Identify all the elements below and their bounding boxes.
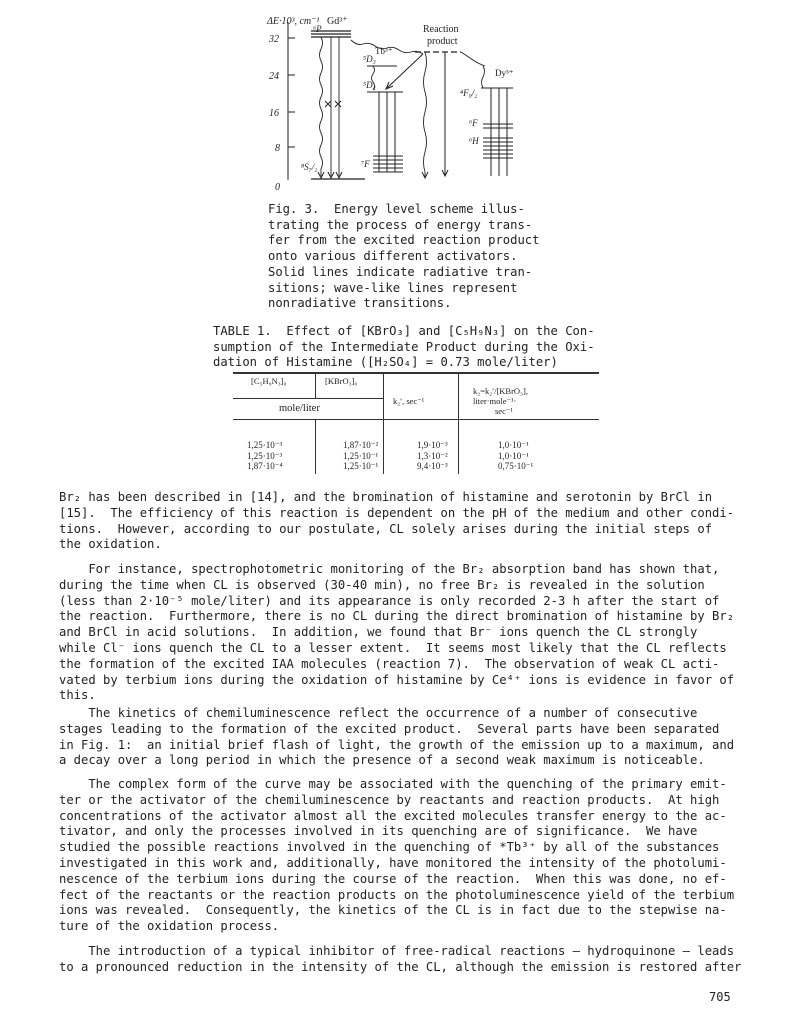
tb-5d3-label: ⁵D₃ [363, 54, 376, 64]
text-line: The introduction of a typical inhibitor of free-radical reactions — hydroquinone — leads [59, 944, 735, 958]
text-line: ter or the activator of the chemiluminescence by reactants and reaction products. At high [59, 792, 720, 807]
caption-line: Solid lines indicate radiative tran- [268, 264, 533, 279]
text-line: to a pronounced reduction in the intensity of the CL, although the emission is restored after [59, 959, 742, 974]
table-cell: 1,87·10⁻⁴ [247, 461, 283, 471]
y-tick-label-8: 8 [275, 143, 280, 154]
transfer-to-tb [387, 54, 423, 88]
header-mole-liter: mole/liter [279, 403, 320, 414]
text-line: For instance, spectrophotometric monitoring of the Br₂ absorption band has shown that, [59, 562, 720, 576]
caption-line: Fig. 3. Energy level scheme illus- [268, 202, 525, 216]
tb-5d4-label: ⁵D₄ [363, 80, 376, 90]
text-line: tivator, and only the processes involved in its quenching are of significance. We have [59, 824, 698, 839]
data-table [233, 372, 599, 474]
dy-6f-levels [483, 124, 513, 128]
header-k2p: k₂′, sec⁻¹ [393, 396, 425, 406]
text-line: tions. However, according to our postulate, CL solely arises during the initial steps of [59, 521, 713, 536]
text-line: ions was revealed. Consequently, the kinetics of the CL is in fact due to the stepwise na- [59, 903, 727, 918]
table-cell: 0,75·10⁻¹ [498, 461, 534, 471]
text-line: investigated in this work and, additionally, have monitored the intensity of the photolumi- [59, 855, 727, 870]
text-line: The kinetics of chemiluminescence reflect the occurrence of a number of consecutive [59, 706, 698, 720]
table-col-divider-2 [383, 372, 384, 474]
paragraph-5 [59, 944, 759, 976]
y-tick-label-24: 24 [269, 71, 279, 82]
table-cell: 1,25·10⁻¹ [343, 450, 379, 461]
header-c5h9n3: [C₅H₉N₃]₀ [251, 376, 287, 386]
column-k2 [498, 440, 533, 472]
figure-caption [268, 202, 558, 312]
table-col-divider-0 [315, 420, 316, 474]
text-line: stages leading to the formation of the excited product. Several parts have been separated [59, 721, 720, 736]
text-line: a decay over a long period in which the presence of a second weak maximum is noticeable. [59, 753, 705, 768]
table-cell: 1,0·10⁻¹ [498, 450, 529, 461]
dy-6f-label: ⁶F [469, 118, 478, 128]
text-line: Br₂ has been described in [14], and the bromination of histamine and serotonin by BrCl in [59, 490, 713, 504]
dy-6h-label: ⁶H [469, 136, 479, 146]
text-line: fect of the reactants or the reaction products on the photoluminescence yield of the terbium [59, 887, 735, 902]
text-line: [15]. The efficiency of this reaction is dependent on the pH of the medium and other condi- [59, 505, 735, 520]
paragraph-3 [59, 706, 759, 769]
gd-wavy-transition [320, 37, 323, 176]
header-k2-line2: liter·mole⁻¹· [473, 396, 517, 406]
table-title-line: sumption of the Intermediate Product during the Oxi- [213, 339, 595, 354]
text-line: nescence of the terbium ions during the course of the reaction. When this was done, no ef- [59, 871, 727, 886]
text-line: this. [59, 688, 96, 703]
y-tick-label-16: 16 [269, 108, 279, 119]
table-cell: 1,3·10⁻² [417, 450, 448, 461]
text-line: ture of the oxidation process. [59, 919, 280, 934]
energy-level-figure [255, 4, 525, 196]
text-line: the oxidation. [59, 537, 162, 552]
dy-4f-label: ⁴F₉/₂ [460, 88, 478, 98]
caption-line: fer from the excited reaction product [268, 233, 540, 248]
table-title-line: TABLE 1. Effect of [KBrO₃] and [C₅H₉N₃] on the Con- [213, 324, 595, 338]
paragraph-4 [59, 777, 759, 935]
text-line: the reaction. Furthermore, there is no CL during the direct bromination of histamine by Br₂ [59, 609, 735, 624]
table-cell: 1,25·10⁻¹ [343, 461, 379, 471]
text-line: concentrations of the activator almost all the excited molecules transfer energy to the ac- [59, 808, 727, 823]
paragraph-2 [59, 562, 759, 704]
table-cell: 1,25·10⁻³ [247, 450, 283, 461]
tb-label: Tb³⁺ [375, 46, 393, 56]
text-line: the formation of the excited IAA molecules (reaction 7). The observation of weak CL acti- [59, 656, 720, 671]
table-cell: 1,87·10⁻² [343, 440, 379, 450]
caption-line: nonradiative transitions. [268, 296, 452, 311]
text-line: in Fig. 1: an initial brief flash of light, the growth of the emission up to a maximum, and [59, 737, 735, 752]
table-col-divider-3 [458, 372, 459, 474]
table-cell: 1,25·10⁻³ [247, 440, 283, 450]
table-title [213, 324, 613, 371]
column-kbro3 [343, 440, 378, 472]
dy-6h-levels [483, 138, 513, 158]
tb-7f-label: ⁷F [361, 159, 370, 169]
text-line: studied the possible reactions involved in the quenching of *Tb³⁺ by all of the substances [59, 840, 720, 855]
table-subheader-rule [233, 398, 383, 399]
gd-6p-label: ⁶P [313, 24, 322, 34]
text-line: (less than 2·10⁻⁵ mole/liter) and its appearance is only recorded 2-3 h after the start of [59, 593, 720, 608]
reaction-product-label-2: product [427, 36, 458, 47]
gd-8s-label: ⁸S₇/₂ [301, 162, 318, 172]
reaction-product-wavy [424, 52, 427, 178]
text-line: while Cl⁻ ions quench the CL to a lesser extent. It seems most likely that the CL reflects [59, 640, 727, 655]
reaction-product-label-1: Reaction [423, 24, 459, 35]
page-number: 705 [709, 990, 731, 1004]
gd-arrowheads [318, 172, 342, 178]
text-line: during the time when CL is observed (30-40 min), no free Br₂ is revealed in the solution [59, 577, 705, 592]
table-top-rule [233, 372, 599, 374]
column-k2p [417, 440, 448, 472]
paragraph-1 [59, 490, 759, 553]
y-tick-label-32: 32 [269, 34, 279, 45]
dy-wavy-transition [482, 66, 485, 88]
table-header-rule [233, 419, 599, 420]
text-line: and BrCl in acid solutions. In addition, we found that Br⁻ ions quench the CL strongly [59, 625, 698, 640]
text-line: The complex form of the curve may be associated with the quenching of the primary emit- [59, 777, 727, 791]
tb-7f-levels [373, 156, 403, 172]
header-kbro3: [KBrO₃]₀ [325, 376, 358, 386]
header-k2-line1: k₂=k₂′/[KBrO₃], [473, 386, 528, 396]
table-cell: 1,0·10⁻¹ [498, 440, 529, 450]
gd-label: Gd³⁺ [327, 16, 348, 27]
table-title-line: dation of Histamine ([H₂SO₄] = 0.73 mole/liter) [213, 355, 558, 369]
table-cell: 1,9·10⁻³ [417, 440, 448, 450]
table-cell: 9,4·10⁻³ [417, 461, 448, 471]
column-c5h9n3 [247, 440, 283, 472]
table-col-divider-1 [315, 372, 316, 398]
dy-label: Dy³⁺ [495, 68, 514, 78]
caption-line: sitions; wave-like lines represent [268, 280, 518, 295]
y-tick-label-0: 0 [275, 182, 280, 193]
axis-label: ΔE·10³, cm⁻¹ [267, 16, 320, 27]
reaction-arrowheads [422, 170, 448, 178]
caption-line: onto various different activators. [268, 249, 518, 264]
header-k2-line3: sec⁻¹ [495, 406, 513, 416]
transfer-to-dy [461, 52, 485, 66]
text-line: vated by terbium ions during the oxidation of histamine by Ce⁴⁺ ions is evidence in favor of [59, 672, 735, 687]
caption-line: trating the process of energy trans- [268, 217, 533, 232]
